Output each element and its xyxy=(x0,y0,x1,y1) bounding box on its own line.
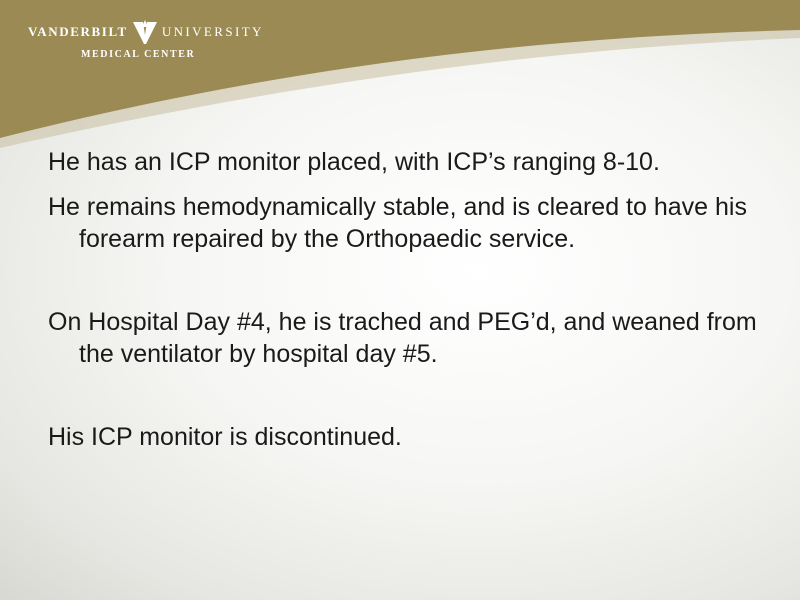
paragraph-discontinued: His ICP monitor is discontinued. xyxy=(48,423,402,451)
logo-subtitle: MEDICAL CENTER xyxy=(81,49,196,60)
spacer xyxy=(48,268,763,306)
logo-wordmark-left: VANDERBILT xyxy=(28,24,128,39)
paragraph-trach-peg: On Hospital Day #4, he is trached and PEG’d, and weaned from the ventilator by hospital day #5. xyxy=(48,308,757,368)
paragraph-icp-monitor: He has an ICP monitor placed, with ICP’s ranging 8-10. xyxy=(48,148,660,176)
spacer xyxy=(48,383,763,421)
vanderbilt-logo xyxy=(28,19,264,60)
logo-wordmark-right: UNIVERSITY xyxy=(161,24,264,39)
slide-body xyxy=(48,146,763,466)
oak-leaf-v-icon xyxy=(132,19,158,45)
paragraph-hemodynamics: He remains hemodynamically stable, and is cleared to have his forearm repaired by the Orthopaedic service. xyxy=(48,193,747,253)
